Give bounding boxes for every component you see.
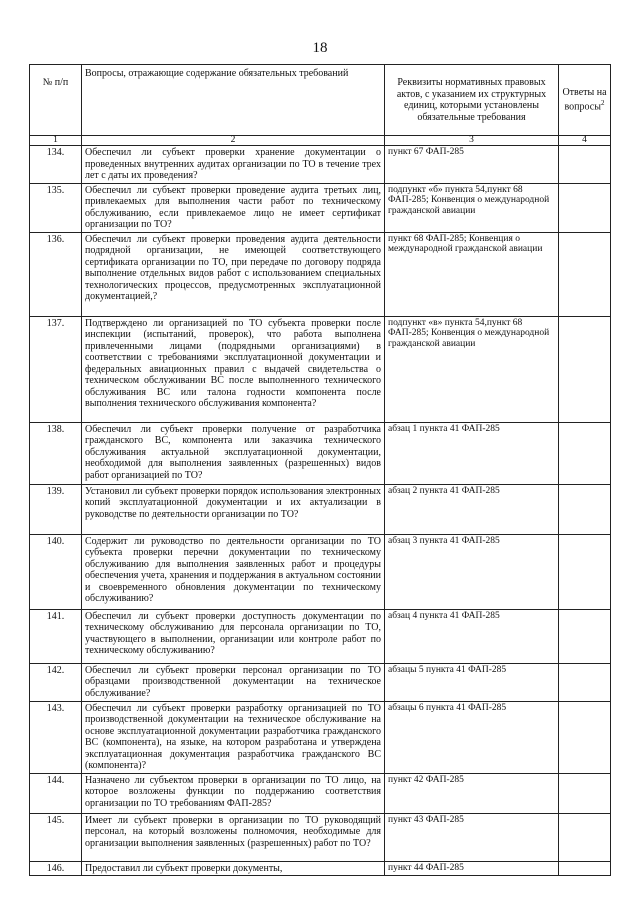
table-row (30, 663, 611, 701)
row-answer (559, 183, 611, 232)
row-reference: абзац 3 пункта 41 ФАП-285 (385, 534, 559, 609)
row-question: Обеспечил ли субъект проверки разработку организацией по ТО производственной документации на техническое обслуживание на основе эксплуатационной документации разработчика гражданского ВС (компонента), на языке, на котором разработана и утверждена эксплуатационная документация разработчика гражданского ВС (компонента)? (82, 701, 385, 773)
row-answer (559, 422, 611, 484)
header-answers-footnote: 2 (600, 98, 605, 107)
row-reference: пункт 67 ФАП-285 (385, 146, 559, 184)
row-reference: подпункт «в» пункта 54,пункт 68 ФАП-285; Конвенция о международной гражданской авиации (385, 316, 559, 422)
header-answers (559, 65, 611, 136)
row-question: Назначено ли субъектом проверки в организации по ТО лицо, на которое возложены функции по поддержанию соответствия организации по ТО требованиям ФАП-285? (82, 773, 385, 813)
header-reference: Реквизиты нормативных правовых актов, с указанием их структурных единиц, которыми установлены обязательные требования (385, 65, 559, 136)
column-number: 2 (82, 136, 385, 146)
table-row (30, 813, 611, 861)
row-number: 138. (30, 422, 82, 484)
row-answer (559, 663, 611, 701)
row-answer (559, 146, 611, 184)
row-reference: пункт 68 ФАП-285; Конвенция о международной гражданской авиации (385, 232, 559, 316)
header-num: № п/п (30, 65, 82, 136)
table-row (30, 861, 611, 876)
table-row (30, 701, 611, 773)
row-number: 143. (30, 701, 82, 773)
row-reference: пункт 42 ФАП-285 (385, 773, 559, 813)
row-question: Предоставил ли субъект проверки документы, (82, 861, 385, 876)
row-question: Имеет ли субъект проверки в организации по ТО руководящий персонал, на который возложены полномочия, необходимые для организации выполнения заявленных (разрешенных) работ по ТО? (82, 813, 385, 861)
table-row (30, 232, 611, 316)
column-number: 1 (30, 136, 82, 146)
row-number: 142. (30, 663, 82, 701)
row-reference: пункт 43 ФАП-285 (385, 813, 559, 861)
row-question: Обеспечил ли субъект проверки получение от разработчика гражданского ВС, компонента или заказчика технического обслуживания актуальной эксплуатационной документации, необходимой для выполнения заявленных (разрешенных) видов работ организацией по ТО? (82, 422, 385, 484)
row-answer (559, 232, 611, 316)
row-reference: абзац 2 пункта 41 ФАП-285 (385, 484, 559, 534)
row-answer (559, 813, 611, 861)
row-answer (559, 609, 611, 663)
row-answer (559, 316, 611, 422)
row-number: 136. (30, 232, 82, 316)
header-question: Вопросы, отражающие содержание обязательных требований (82, 65, 385, 136)
column-number: 4 (559, 136, 611, 146)
table-row (30, 534, 611, 609)
row-answer (559, 773, 611, 813)
row-question: Обеспечил ли субъект проверки персонал организации по ТО образцами производственной документации на техническое обслуживание? (82, 663, 385, 701)
table-row (30, 484, 611, 534)
row-answer (559, 701, 611, 773)
page-number: 18 (312, 40, 328, 56)
row-question: Обеспечил ли субъект проверки проведение аудита третьих лиц, привлекаемых для выполнения части работ по техническому обслуживанию, если привлекаемое лицо не имеет сертификат организации по ТО? (82, 183, 385, 232)
row-reference: подпункт «б» пункта 54,пункт 68 ФАП-285; Конвенция о международной гражданской авиации (385, 183, 559, 232)
row-answer (559, 484, 611, 534)
table-row (30, 773, 611, 813)
row-number: 145. (30, 813, 82, 861)
row-question: Обеспечил ли субъект проверки проведения аудита деятельности подрядной организации, не имеющей соответствующего сертификата организации по ТО, при передаче по договору подряда выполнение отдельных видов работ с использованием специальных технологических процессов, предусмотренных эксплуатационной документацией,? (82, 232, 385, 316)
row-number: 141. (30, 609, 82, 663)
table-row (30, 422, 611, 484)
row-number: 139. (30, 484, 82, 534)
row-reference: абзац 1 пункта 41 ФАП-285 (385, 422, 559, 484)
row-number: 144. (30, 773, 82, 813)
row-answer (559, 534, 611, 609)
table-row (30, 183, 611, 232)
table-row (30, 316, 611, 422)
row-number: 137. (30, 316, 82, 422)
row-number: 135. (30, 183, 82, 232)
row-reference: абзацы 5 пункта 41 ФАП-285 (385, 663, 559, 701)
requirements-table (29, 64, 611, 876)
row-question: Установил ли субъект проверки порядок использования электронных копий эксплуатационной документации и их актуализации в руководстве по деятельности организации по ТО? (82, 484, 385, 534)
row-question: Обеспечил ли субъект проверки хранение документации о проведенных внутренних аудитах организации по ТО в течение трех лет с даты их проведения? (82, 146, 385, 184)
row-number: 146. (30, 861, 82, 876)
column-number: 3 (385, 136, 559, 146)
row-reference: пункт 44 ФАП-285 (385, 861, 559, 876)
table-row (30, 609, 611, 663)
row-question: Содержит ли руководство по деятельности организации по ТО субъекта проверки перечни документации по техническому обслуживанию для выполнения заявленных работ и процедуры обеспечения учета, хранения и поддержания в актуальном состоянии и своевременного обновления документации по техническому обслуживанию? (82, 534, 385, 609)
row-answer (559, 861, 611, 876)
row-reference: абзац 4 пункта 41 ФАП-285 (385, 609, 559, 663)
table-row (30, 146, 611, 184)
row-question: Обеспечил ли субъект проверки доступность документации по техническому обслуживанию для персонала организации по ТО, участвующего в выполнении, организации или контроле работ по техническому обслуживанию? (82, 609, 385, 663)
header-answers-text: Ответы на вопросы (562, 87, 607, 113)
row-number: 134. (30, 146, 82, 184)
row-number: 140. (30, 534, 82, 609)
row-reference: абзацы 6 пункта 41 ФАП-285 (385, 701, 559, 773)
row-question: Подтверждено ли организацией по ТО субъекта проверки после инспекции (испытаний, проверок), что работа выполнена привлеченными лицами (подрядными организациями) в соответствии с требованиями эксплуатационной документации и федеральных авиационных правил с выдачей свидетельства о техническом обслуживании ВС после выполненного технического обслуживания ВС или талона годности компонента после выполнения технического обслуживания компонента? (82, 316, 385, 422)
